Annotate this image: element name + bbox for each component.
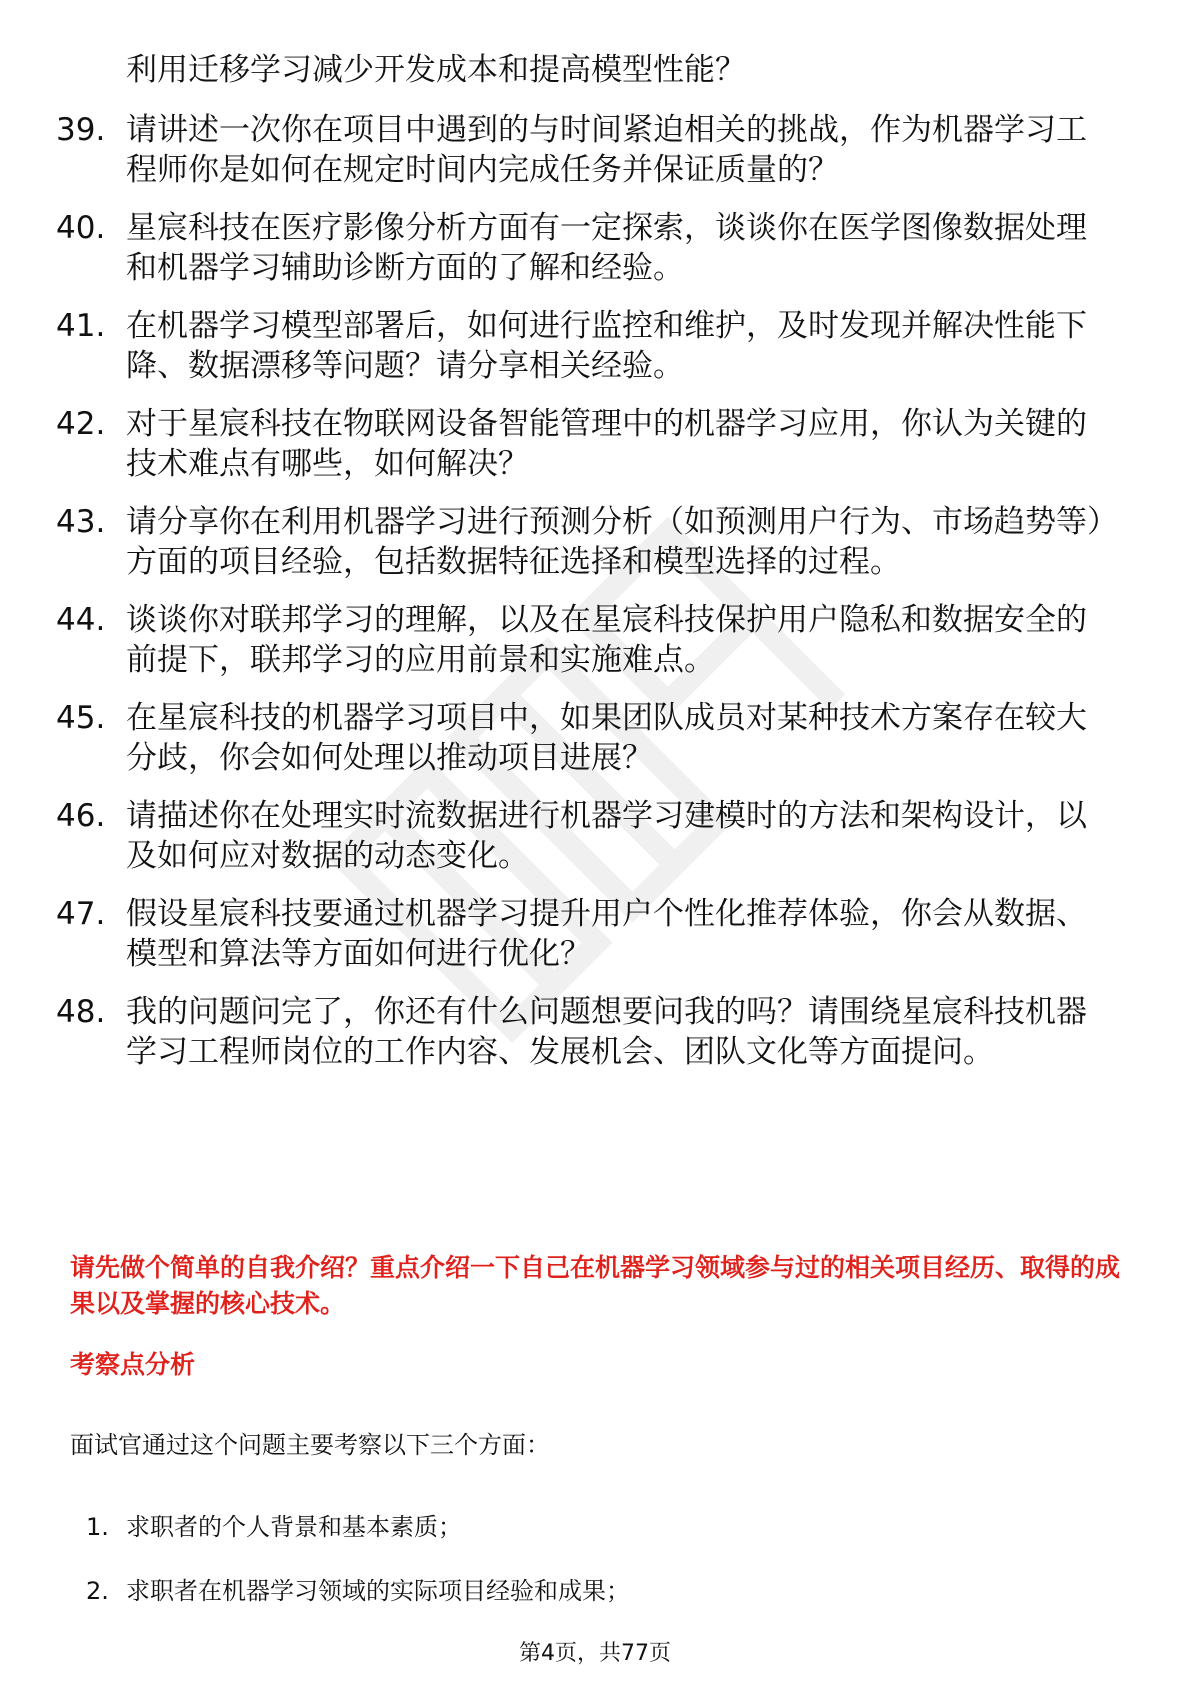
highlighted-question: 请先做个简单的自我介绍？重点介绍一下自己在机器学习领域参与过的相关项目经历、取得的成果以及掌握的核心技术。	[70, 1253, 1121, 1318]
analysis-point-text: 求职者的个人背景和基本素质；	[126, 1513, 462, 1541]
question-text: 请描述你在处理实时流数据进行机器学习建模时的方法和架构设计，以及如何应对数据的动态变化。	[126, 798, 1087, 874]
question-number: 47.	[56, 896, 106, 932]
question-text: 请分享你在利用机器学习进行预测分析（如预测用户行为、市场趋势等）方面的项目经验，包括数据特征选择和模型选择的过程。	[126, 504, 1103, 580]
question-text: 谈谈你对联邦学习的理解，以及在星宸科技保护用户隐私和数据安全的前提下，联邦学习的应用前景和实施难点。	[126, 602, 1087, 678]
question-number: 43.	[56, 504, 106, 540]
question-number: 48.	[56, 994, 106, 1030]
question-text: 在机器学习模型部署后，如何进行监控和维护，及时发现并解决性能下降、数据漂移等问题？请分享相关经验。	[126, 308, 1087, 384]
question-text: 我的问题问完了，你还有什么问题想要问我的吗？请围绕星宸科技机器学习工程师岗位的工作内容、发展机会、团队文化等方面提问。	[126, 994, 1087, 1070]
analysis-title: 考察点分析	[70, 1350, 196, 1379]
question-text: 请讲述一次你在项目中遇到的与时间紧迫相关的挑战，作为机器学习工程师你是如何在规定时间内完成任务并保证质量的？	[126, 112, 1087, 188]
question-text: 假设星宸科技要通过机器学习提升用户个性化推荐体验，你会从数据、模型和算法等方面如何进行优化？	[126, 896, 1087, 972]
question-text: 在星宸科技的机器学习项目中，如果团队成员对某种技术方案存在较大分歧，你会如何处理以推动项目进展？	[126, 700, 1087, 776]
question-item	[0, 208, 1190, 288]
question-item	[0, 600, 1190, 680]
question-item	[0, 404, 1190, 484]
question-text: 星宸科技在医疗影像分析方面有一定探索，谈谈你在医学图像数据处理和机器学习辅助诊断方面的了解和经验。	[126, 210, 1087, 286]
question-number: 39.	[56, 112, 106, 148]
analysis-point	[0, 1574, 1190, 1608]
continued-question-text: 利用迁移学习减少开发成本和提高模型性能？	[126, 52, 746, 88]
question-text: 对于星宸科技在物联网设备智能管理中的机器学习应用，你认为关键的技术难点有哪些，如何解决？	[126, 406, 1087, 482]
question-number: 40.	[56, 210, 106, 246]
question-number: 45.	[56, 700, 106, 736]
question-item	[0, 796, 1190, 876]
question-item	[0, 306, 1190, 386]
question-number: 44.	[56, 602, 106, 638]
analysis-point	[0, 1510, 1190, 1544]
question-item	[0, 698, 1190, 778]
question-item	[0, 992, 1190, 1072]
analysis-point-number: 2.	[86, 1577, 109, 1605]
question-number: 46.	[56, 798, 106, 834]
question-number: 41.	[56, 308, 106, 344]
question-item	[0, 502, 1190, 582]
question-number: 42.	[56, 406, 106, 442]
question-item	[0, 110, 1190, 190]
analysis-point-list	[0, 1510, 1190, 1638]
analysis-intro: 面试官通过这个问题主要考察以下三个方面：	[70, 1431, 550, 1459]
analysis-point-number: 1.	[86, 1513, 109, 1541]
question-item	[0, 894, 1190, 974]
question-list	[0, 110, 1190, 1090]
page-footer: 第4页，共77页	[519, 1641, 671, 1666]
analysis-point-text: 求职者在机器学习领域的实际项目经验和成果；	[126, 1577, 630, 1605]
